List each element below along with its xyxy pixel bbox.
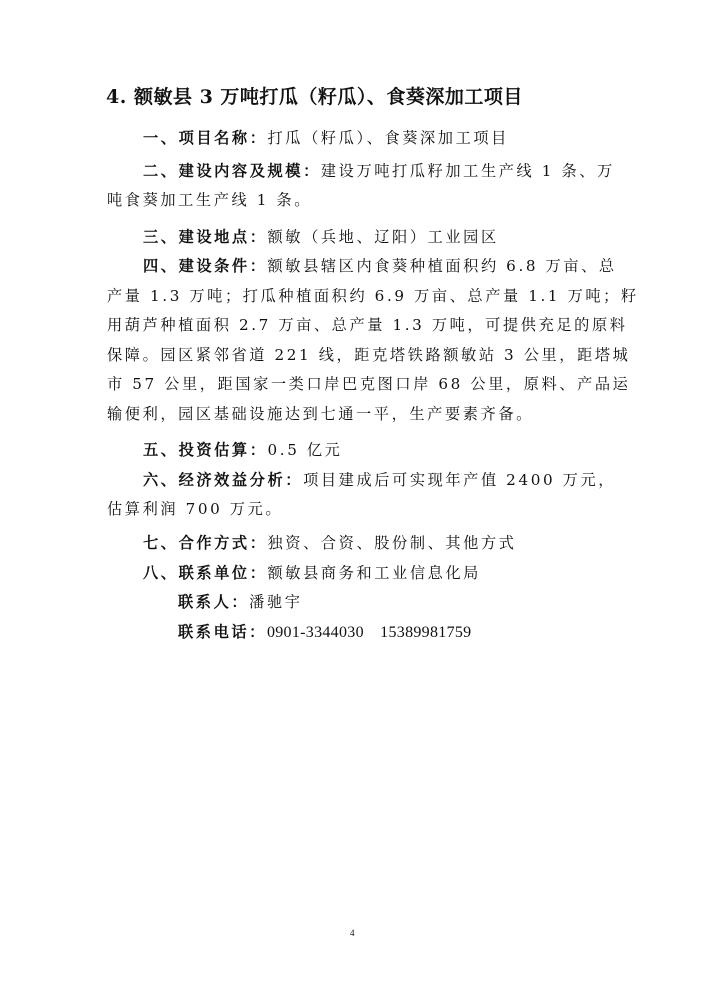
section-continuation: 保障。园区紧邻省道 221 线，距克塔铁路额敏站 3 公里，距塔城 <box>107 346 631 364</box>
section-cooperation-mode <box>143 533 517 553</box>
section-text: 项目建成后可实现年产值 2400 万元， <box>303 471 617 489</box>
section-continuation: 输便利，园区基础设施达到七通一平，生产要素齐备。 <box>107 405 534 423</box>
section-label: 二、建设内容及规模： <box>143 162 321 180</box>
section-text: 额敏县商务和工业信息化局 <box>267 564 481 582</box>
contact-person <box>178 592 303 612</box>
section-label: 一、项目名称： <box>143 129 268 147</box>
section-continuation: 吨食葵加工生产线 1 条。 <box>107 191 312 209</box>
section-text: 建设万吨打瓜籽加工生产线 1 条、万 <box>320 162 615 180</box>
section-text: 额敏县辖区内食葵种植面积约 6.8 万亩、总 <box>267 257 617 275</box>
section-text: 打瓜（籽瓜）、食葵深加工项目 <box>267 129 509 147</box>
contact-person-label: 联系人： <box>178 593 250 611</box>
contact-person-name: 潘驰宇 <box>249 593 303 611</box>
section-label: 七、合作方式： <box>143 534 268 552</box>
section-investment-estimate <box>143 440 342 460</box>
section-label: 八、联系单位： <box>143 564 268 582</box>
section-continuation: 估算利润 700 万元。 <box>107 500 284 518</box>
section-economic-benefit <box>143 470 616 490</box>
section-construction-site <box>143 227 499 247</box>
section-text: 额敏（兵地、辽阳）工业园区 <box>267 228 499 246</box>
section-construction-content <box>143 161 615 181</box>
page-number: 4 <box>350 928 355 938</box>
section-continuation: 产量 1.3 万吨；打瓜种植面积约 6.9 万亩、总产量 1.1 万吨；籽 <box>107 287 639 305</box>
project-title: 4. 额敏县 3 万吨打瓜（籽瓜）、食葵深加工项目 <box>106 86 523 108</box>
section-continuation: 市 57 公里，距国家一类口岸巴克图口岸 68 公里，原料、产品运 <box>107 375 631 393</box>
section-label: 六、经济效益分析： <box>143 471 304 489</box>
section-contact-unit <box>143 563 481 583</box>
contact-phone <box>178 622 471 643</box>
section-label: 三、建设地点： <box>143 228 268 246</box>
section-continuation: 用葫芦种植面积 2.7 万亩、总产量 1.3 万吨，可提供充足的原料 <box>107 316 628 334</box>
contact-phone-label: 联系电话： <box>178 623 267 641</box>
section-text: 0.5 亿元 <box>267 441 343 459</box>
section-project-name <box>143 128 509 148</box>
section-label: 四、建设条件： <box>143 257 268 275</box>
contact-phone-number: 0901-3344030 15389981759 <box>266 624 472 641</box>
section-text: 独资、合资、股份制、其他方式 <box>267 534 517 552</box>
section-construction-conditions <box>143 256 617 276</box>
section-label: 五、投资估算： <box>143 441 268 459</box>
